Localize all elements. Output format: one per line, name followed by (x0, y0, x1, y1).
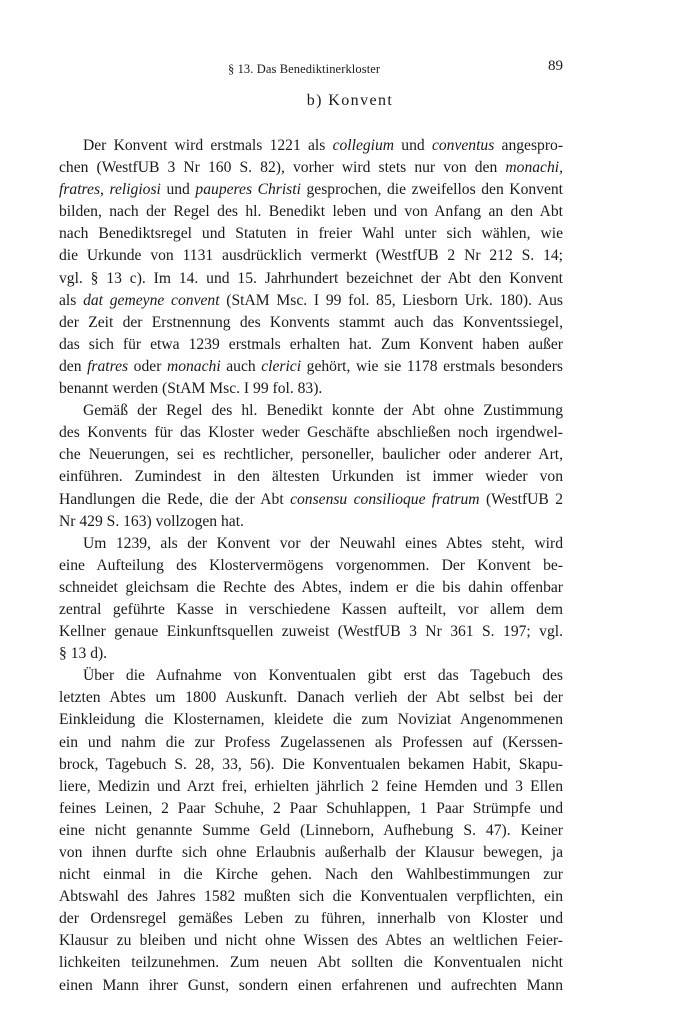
text-line (59, 687, 563, 709)
italic-term: conventus (431, 137, 495, 154)
text-run: brock, Tagebuch S. 28, 33, 56). Die Konventualen bekamen Habit, Skapu- (59, 755, 563, 773)
text-run: das sich für etwa 1239 erstmals erhalten hat. Zum Konvent haben außer (59, 335, 563, 353)
text-run: von ihnen durfte sich ohne Erlaubnis außerhalb der Klausur bewegen, ja (59, 844, 563, 861)
text-run: vgl. § 13 c). Im 14. und 15. Jahrhundert bezeichnet der Abt den Konvent (59, 269, 563, 287)
text-line (59, 378, 563, 400)
text-line (59, 533, 563, 555)
text-line (59, 975, 563, 997)
body-text (59, 135, 563, 997)
text-run: liere, Medizin und Arzt frei, erhielten jährlich 2 feine Hemden und 3 Ellen (59, 777, 563, 795)
text-line (59, 223, 563, 245)
text-run: Einkleidung die Klosternamen, kleidete die zum Noviziat Angenommenen (59, 711, 563, 729)
text-line (59, 312, 563, 334)
text-line (59, 157, 563, 179)
text-run: feines Leinen, 2 Paar Schuhe, 2 Paar Schuhlappen, 1 Paar Strümpfe und (59, 799, 563, 817)
text-run: benannt werden (StAM Msc. I 99 fol. 83). (59, 380, 323, 398)
text-run: einführen. Zumindest in den ältesten Urkunden ist immer wieder von (59, 468, 563, 486)
text-line (59, 268, 563, 290)
text-run: lichkeiten teilzunehmen. Zum neuen Abt sollten die Konventualen nicht (59, 954, 563, 972)
paragraph (59, 665, 563, 996)
text-run: gehört, wie sie 1178 erstmals besonders (301, 357, 563, 375)
running-head: § 13. Das Benediktinerkloster (228, 62, 381, 76)
text-run: der Ordensregel gemäßes Leben zu führen, innerhalb von Kloster und (59, 910, 563, 928)
italic-term: clerici (261, 357, 302, 375)
text-line (59, 179, 563, 201)
text-run: bilden, nach der Regel des hl. Benedikt leben und von Anfang an den Abt (59, 203, 563, 221)
text-line (59, 952, 563, 974)
text-line (59, 245, 563, 267)
text-line (59, 422, 563, 444)
text-run: Abtswahl des Jahres 1582 mußten sich die Konventualen verpflichten, ein (59, 888, 563, 906)
text-line (59, 930, 563, 952)
text-line (59, 908, 563, 930)
text-line (59, 599, 563, 621)
text-run: Der Konvent wird erstmals 1221 als (83, 137, 333, 154)
text-run: und (160, 181, 196, 199)
text-line (59, 201, 563, 223)
italic-term: monachi (166, 357, 221, 375)
text-line (59, 489, 563, 511)
text-line (59, 334, 563, 356)
text-line (59, 665, 563, 687)
text-line (59, 400, 563, 422)
text-line (59, 732, 563, 754)
paragraph (59, 533, 563, 666)
text-run: letzten Abtes um 1800 Auskunft. Danach verlieh der Abt selbst bei der (59, 689, 563, 707)
italic-term: collegium (332, 137, 395, 154)
text-run: Nr 429 S. 163) vollzogen hat. (59, 512, 244, 530)
text-run: die Urkunde von 1131 ausdrücklich vermerkt (WestfUB 2 Nr 212 S. 14; (59, 247, 563, 265)
text-run: Gemäß der Regel des hl. Benedikt konnte der Abt ohne Zustimmung (83, 402, 563, 420)
text-line (59, 776, 563, 798)
text-run: und (394, 137, 432, 154)
text-run: Kellner genaue Einkunftsquellen zuweist (WestfUB 3 Nr 361 S. 197; vgl. (59, 623, 563, 641)
text-run: ein und nahm die zur Profess Zugelassenen als Professen auf (Kerssen- (59, 733, 563, 751)
text-run: Klausur zu bleiben und nicht ohne Wissen des Abtes an weltlichen Feier- (59, 932, 563, 950)
text-line (59, 643, 563, 665)
text-line (59, 709, 563, 731)
text-line (59, 290, 563, 312)
text-run: Handlungen die Rede, die der Abt (59, 490, 291, 508)
text-line (59, 444, 563, 466)
text-run: gesprochen, die zweifellos den Konvent (300, 181, 564, 199)
text-run: nicht einmal in die Kirche gehen. Nach den Wahlbestimmungen zur (59, 866, 563, 884)
text-run: zentral geführte Kasse in verschiedene Kassen aufteilt, vor allem dem (59, 600, 563, 618)
paragraph (59, 135, 563, 400)
italic-term: consensu consilioque fratrum (290, 490, 480, 508)
italic-term: pauperes Christi (195, 181, 301, 199)
paragraph (59, 400, 563, 533)
text-line (59, 577, 563, 599)
text-line (59, 511, 563, 533)
text-run: (WestfUB 2 (479, 490, 564, 508)
italic-term: monachi, (505, 159, 563, 177)
italic-term: fratres, religiosi (59, 181, 161, 199)
text-run: der Zeit der Erstnennung des Konvents stammt auch das Konventssiegel, (59, 313, 563, 331)
text-run: (StAM Msc. I 99 fol. 85, Liesborn Urk. 180). Aus (219, 291, 563, 309)
text-run: des Konvents für das Kloster weder Geschäfte abschließen noch irgendwel- (59, 424, 563, 442)
text-line (59, 820, 563, 842)
text-run: schneidet gleichsam die Rechte des Abtes, indem er die bis dahin offenbar (59, 578, 563, 596)
text-run: chen (WestfUB 3 Nr 160 S. 82), vorher wird stets nur von den (59, 159, 506, 177)
text-run: einen Mann ihrer Gunst, sondern einen erfahrenen und aufrechten Mann (59, 976, 563, 994)
text-run: Über die Aufnahme von Konventualen gibt erst das Tagebuch des (83, 667, 563, 685)
italic-term: dat gemeyne convent (83, 291, 220, 309)
text-line (59, 754, 563, 776)
text-run: che Neuerungen, sei es rechtlicher, personeller, baulicher oder anderer Art, (59, 446, 563, 464)
text-run: eine Aufteilung des Klostervermögens vorgenommen. Der Konvent be- (59, 556, 563, 574)
text-line (59, 621, 563, 643)
page-number: 89 (548, 58, 563, 74)
text-run: § 13 d). (59, 645, 108, 663)
text-run: Um 1239, als der Konvent vor der Neuwahl eines Abtes steht, wird (83, 534, 563, 552)
text-run: als (59, 291, 84, 309)
italic-term: fratres (87, 357, 129, 375)
text-line (59, 466, 563, 488)
text-line (59, 886, 563, 908)
text-run: eine nicht genannte Summe Geld (Linneborn, Aufhebung S. 47). Keiner (59, 821, 563, 839)
text-run: nach Benediktsregel und Statuten in freier Wahl unter sich wählen, wie (59, 225, 563, 243)
text-run: den (59, 357, 88, 375)
text-run: angespro- (494, 137, 564, 154)
text-line (59, 555, 563, 577)
text-line (59, 864, 563, 886)
section-title: b) Konvent (306, 92, 394, 109)
text-line (59, 356, 563, 378)
text-run: oder (128, 357, 167, 375)
text-line (59, 135, 563, 157)
text-line (59, 842, 563, 864)
text-run: auch (220, 357, 262, 375)
text-line (59, 798, 563, 820)
